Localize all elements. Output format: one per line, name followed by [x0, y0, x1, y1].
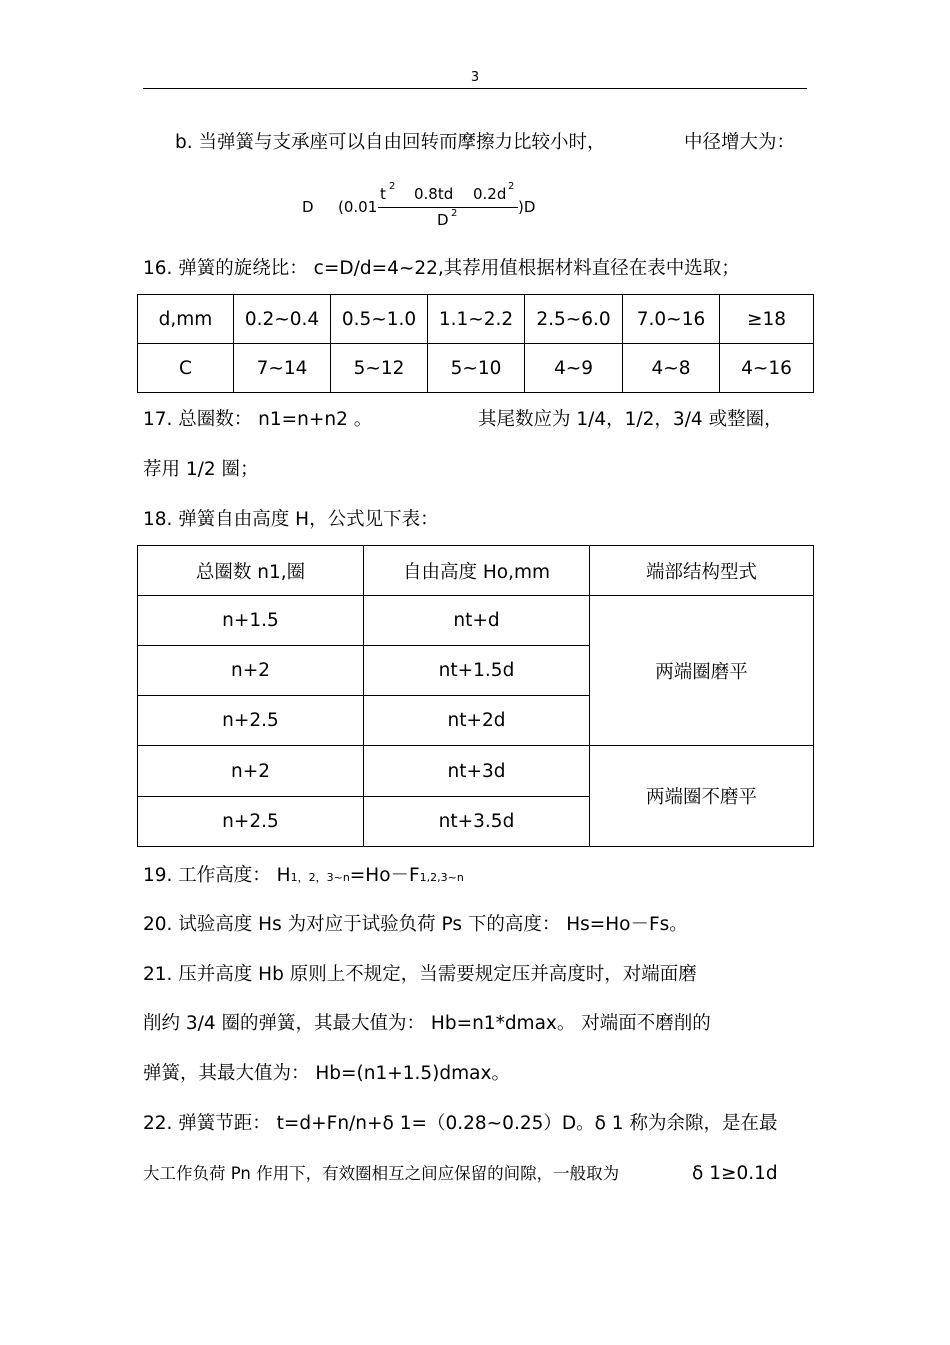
table-row [138, 295, 814, 344]
table-cell: d,mm [138, 295, 234, 344]
item-21-line3: 弹簧，其最大值为： Hb=(n1+1.5)dmax。 [143, 1063, 510, 1084]
table-header-cell: 总圈数 n1,圈 [138, 546, 364, 596]
item-16: 16. 弹簧的旋绕比： c=D/d=4~22,其荐用值根据材料直径在表中选取； [143, 258, 740, 279]
table-row [138, 746, 814, 797]
table-cell: 7~14 [234, 344, 331, 393]
page-number: 3 [470, 70, 480, 85]
table-cell: 7.0~16 [623, 295, 720, 344]
table-cell: nt+1.5d [364, 646, 590, 696]
table-cell: 5~12 [331, 344, 428, 393]
formula-term3: 0.2d [473, 185, 507, 203]
formula-exp1: 2 [389, 181, 396, 192]
table-cell: n+1.5 [138, 596, 364, 646]
table-cell: 4~8 [623, 344, 720, 393]
table-cell: n+2 [138, 746, 364, 797]
item-18: 18. 弹簧自由高度 H，公式见下表： [143, 509, 439, 530]
table-cell: n+2.5 [138, 696, 364, 746]
item-22-line2: 大工作负荷 Pn 作用下，有效圈相互之间应保留的间隙，一般取为 [143, 1164, 620, 1183]
item-21-line2: 削约 3/4 圈的弹簧，其最大值为： Hb=n1*dmax。 对端面不磨削的 [143, 1013, 711, 1034]
table-row [138, 596, 814, 646]
table-cell: n+2 [138, 646, 364, 696]
item-22-line2-end: δ 1≥0.1d [692, 1163, 778, 1184]
table-group-cell: 两端圈不磨平 [590, 746, 814, 847]
table-header-cell: 自由高度 Ho,mm [364, 546, 590, 596]
table-cell: n+2.5 [138, 797, 364, 847]
table-cell: 1.1~2.2 [428, 295, 525, 344]
item-19 [143, 864, 464, 890]
table-row [138, 344, 814, 393]
item-19-sub1: 1，2，3~n [290, 871, 350, 884]
table-cell: nt+3d [364, 746, 590, 797]
table-header-cell: 端部结构型式 [590, 546, 814, 596]
item-17-cont: 其尾数应为 1/4，1/2，3/4 或整圈， [478, 409, 783, 430]
formula-term2: 0.8td [414, 185, 454, 203]
formula-den-exp: 2 [451, 208, 458, 219]
item-17-line2: 荐用 1/2 圈； [143, 459, 259, 480]
table-cell: 4~16 [720, 344, 814, 393]
table-header-row [138, 546, 814, 596]
table-group-cell: 两端圈磨平 [590, 596, 814, 746]
header-rule [143, 88, 807, 89]
formula-t: t [380, 185, 386, 203]
formula-close: )D [518, 198, 536, 216]
formula-den: D [437, 211, 449, 229]
item-19-sub2: 1,2,3~n [419, 871, 464, 884]
formula-lhs: D [302, 198, 314, 216]
table-cell: 0.2~0.4 [234, 295, 331, 344]
spring-index-table [137, 294, 814, 393]
para-b-text-end: 中径增大为： [684, 132, 796, 153]
table-cell: C [138, 344, 234, 393]
free-height-table [137, 545, 814, 847]
table-cell: 0.5~1.0 [331, 295, 428, 344]
table-cell: nt+3.5d [364, 797, 590, 847]
item-21-line1: 21. 压并高度 Hb 原则上不规定，当需要规定压并高度时，对端面磨 [143, 964, 697, 985]
item-20: 20. 试验高度 Hs 为对应于试验负荷 Ps 下的高度： Hs=Ho－Fs。 [143, 914, 688, 935]
table-cell: nt+2d [364, 696, 590, 746]
item-22-line1: 22. 弹簧节距： t=d+Fn/n+δ 1=（0.28~0.25）D。δ 1 称为余隙，是在最 [143, 1113, 778, 1134]
para-b-text: b. 当弹簧与支承座可以自由回转而摩擦力比较小时， [175, 132, 606, 153]
item-17: 17. 总圈数： n1=n+n2 。 [143, 409, 373, 430]
table-cell: 2.5~6.0 [525, 295, 623, 344]
item-19-mid: =Ho－F [349, 865, 420, 886]
table-cell: ≥18 [720, 295, 814, 344]
table-cell: 5~10 [428, 344, 525, 393]
item-19-prefix: 19. 工作高度： H [143, 865, 291, 886]
fraction-bar [378, 207, 518, 208]
table-cell: nt+d [364, 596, 590, 646]
formula-exp2: 2 [508, 181, 515, 192]
table-cell: 4~9 [525, 344, 623, 393]
formula-open: (0.01 [338, 198, 378, 216]
